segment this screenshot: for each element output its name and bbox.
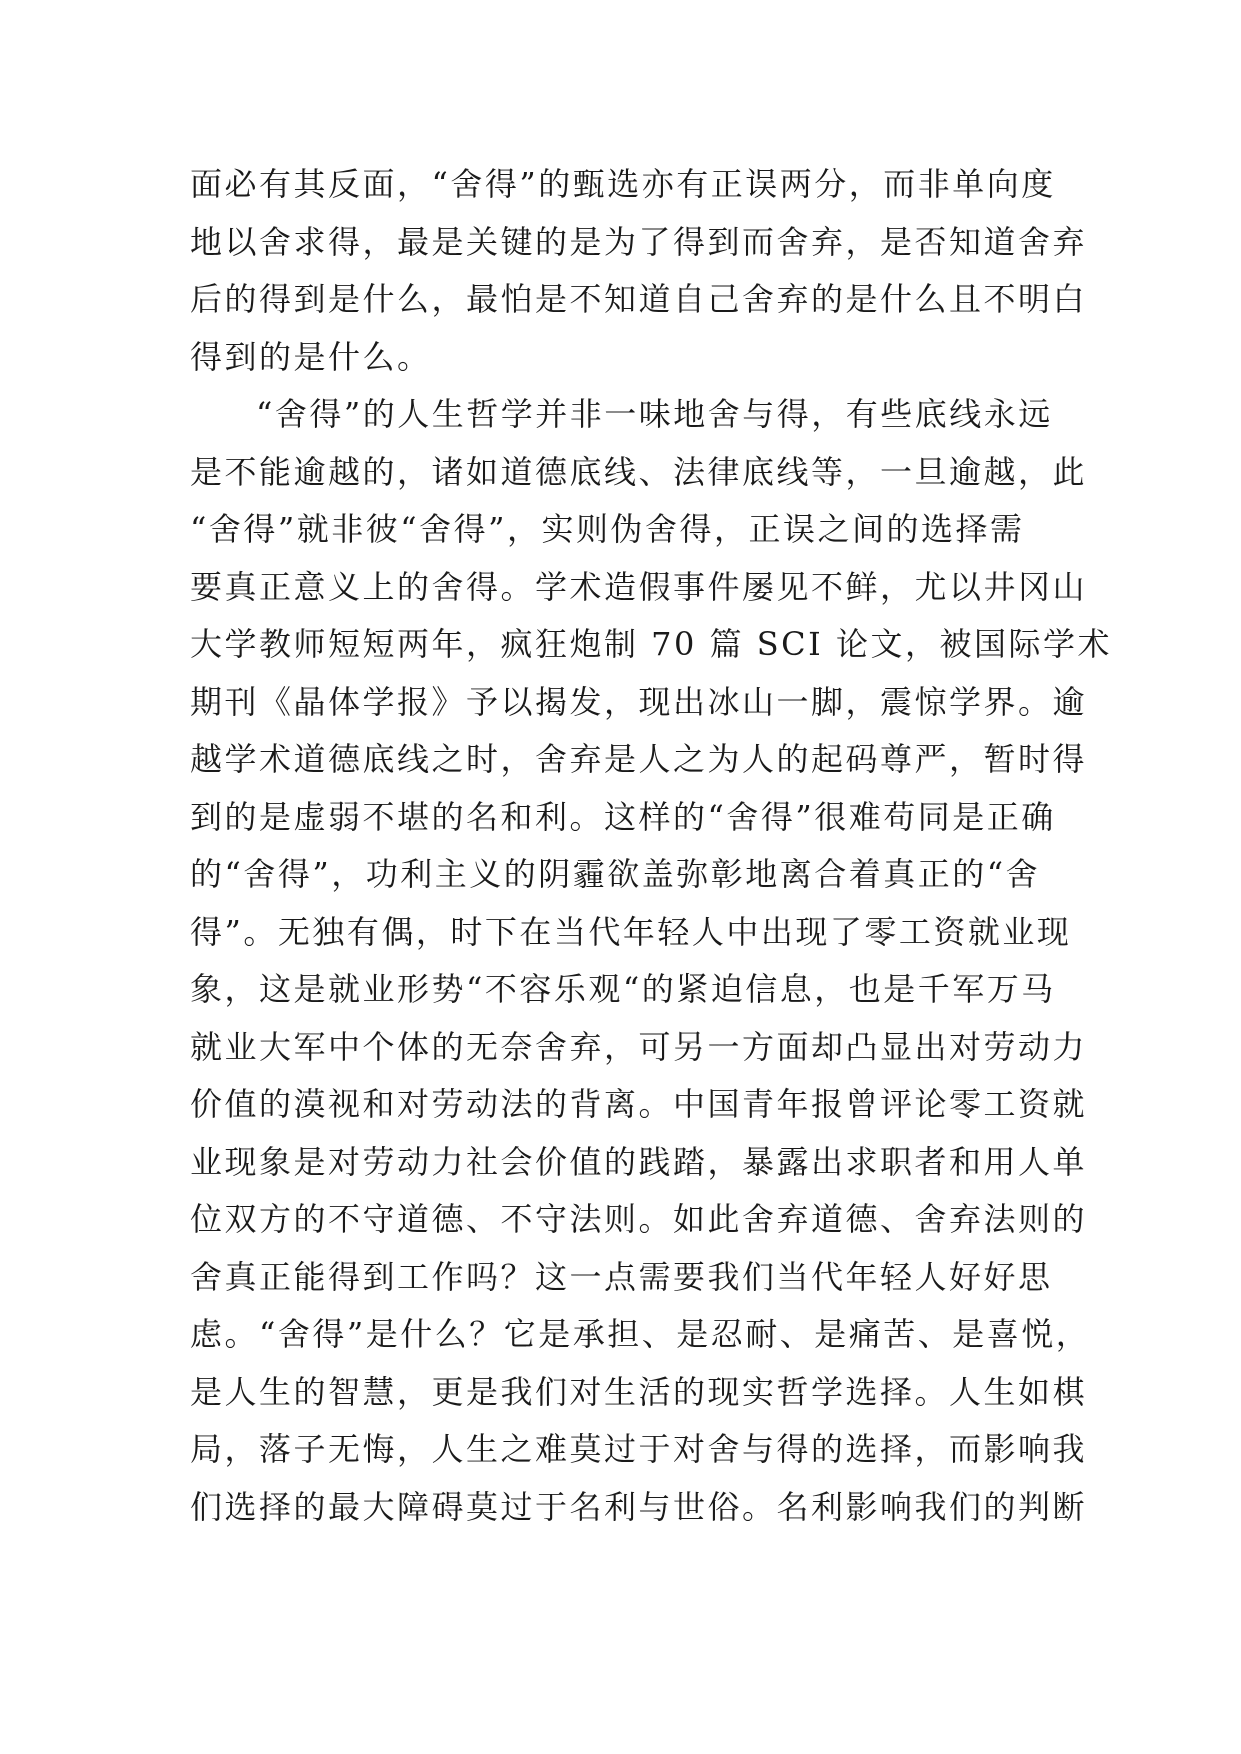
text-line: 象，这是就业形势“不容乐观“的紧迫信息，也是千军万马 xyxy=(190,970,1056,1008)
text-line: 是人生的智慧，更是我们对生活的现实哲学选择。人生如棋 xyxy=(190,1372,1088,1411)
paragraph-first-line: “舍得”的人生哲学并非一味地舍与得，有些底线永远 xyxy=(256,395,1053,433)
text-line: 得”。无独有偶，时下在当代年轻人中出现了零工资就业现 xyxy=(190,912,1072,951)
text-line: 要真正意义上的舍得。学术造假事件屡见不鲜，尤以井冈山 xyxy=(190,567,1088,606)
text-line: 越学术道德底线之时，舍弃是人之为人的起码尊严，暂时得 xyxy=(190,740,1088,778)
text-line: 价值的漠视和对劳动法的背离。中国青年报曾评论零工资就 xyxy=(190,1085,1088,1123)
text-line: 舍真正能得到工作吗？这一点需要我们当代年轻人好好思 xyxy=(190,1257,1053,1296)
text-line: 大学教师短短两年，疯狂炮制 70 篇 SCI 论文，被国际学术 xyxy=(190,625,1112,663)
text-line: 面必有其反面，“舍得”的甄选亦有正误两分，而非单向度 xyxy=(190,165,1056,203)
text-line: 就业大军中个体的无奈舍弃，可另一方面却凸显出对劳动力 xyxy=(190,1027,1088,1066)
text-line: “舍得”就非彼“舍得”，实则伪舍得，正误之间的选择需 xyxy=(190,510,1025,548)
text-line: 位双方的不守道德、不守法则。如此舍弃道德、舍弃法则的 xyxy=(190,1200,1088,1238)
text-line: 业现象是对劳动力社会价值的践踏，暴露出求职者和用人单 xyxy=(190,1142,1088,1181)
text-line: 后的得到是什么，最怕是不知道自己舍弃的是什么且不明白 xyxy=(190,280,1088,318)
text-line: 得到的是什么。 xyxy=(190,337,432,376)
text-line: 地以舍求得，最是关键的是为了得到而舍弃，是否知道舍弃 xyxy=(190,222,1088,261)
text-line: 到的是虚弱不堪的名和利。这样的“舍得”很难苟同是正确 xyxy=(190,797,1056,836)
text-line: 期刊《晶体学报》予以揭发，现出冰山一脚，震惊学界。逾 xyxy=(190,682,1088,721)
text-line: 局，落子无悔，人生之难莫过于对舍与得的选择，而影响我 xyxy=(190,1430,1088,1468)
text-line: 是不能逾越的，诸如道德底线、法律底线等，一旦逾越，此 xyxy=(190,452,1088,491)
text-line: 虑。“舍得”是什么？它是承担、是忍耐、是痛苦、是喜悦， xyxy=(190,1315,1091,1353)
document-body xyxy=(190,156,1112,1536)
text-line: 的“舍得”，功利主义的阴霾欲盖弥彰地离合着真正的“舍 xyxy=(190,855,1041,893)
text-line: 们选择的最大障碍莫过于名利与世俗。名利影响我们的判断 xyxy=(190,1487,1088,1526)
